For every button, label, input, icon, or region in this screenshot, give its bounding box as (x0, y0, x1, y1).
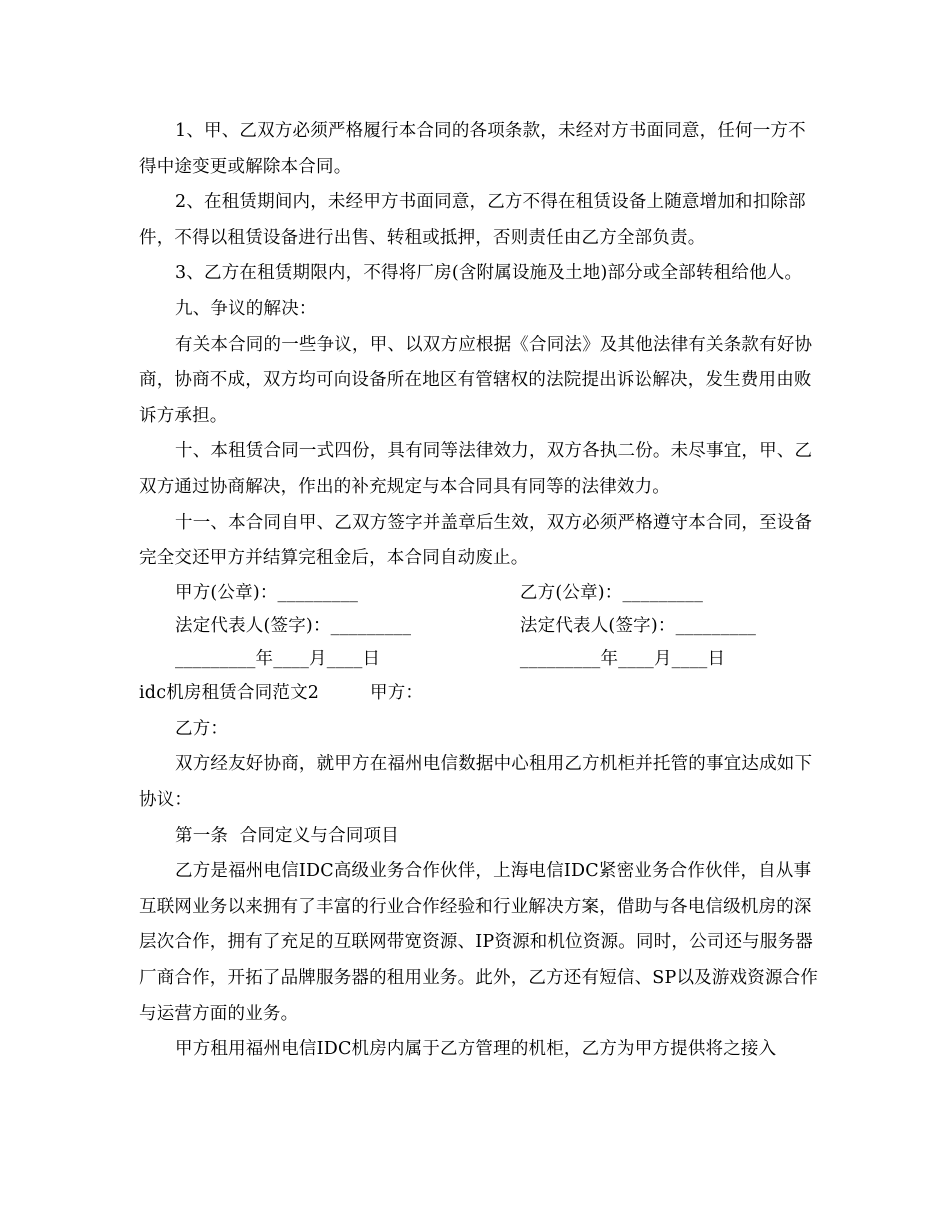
clause-2: 2、在租赁期间内，未经甲方书面同意，乙方不得在租赁设备上随意增加和扣除部件，不得以租赁设备进行出售、转租或抵押，否则责任由乙方全部负责。 (139, 192, 806, 248)
party-b-representative: 法定代表人(签字)：_________ (519, 615, 757, 636)
dispute-paragraph: 有关本合同的一些争议，甲、以双方应根据《合同法》及其他法律有关条款有好协商，协商不成，双方均可向设备所在地区有管辖权的法院提出诉讼解决，发生费用由败诉方承担。 (139, 334, 813, 426)
article-one-heading: 第一条 合同定义与合同项目 (175, 825, 399, 846)
party-a-seal: 甲方(公章)：_________ (175, 582, 359, 603)
section-dispute-heading: 九、争议的解决： (175, 298, 317, 319)
clause-1: 1、甲、乙双方必须严格履行本合同的各项条款，未经对方书面同意，任何一方不得中途变更或解除本合同。 (139, 121, 806, 177)
clause-3: 3、乙方在租赁期限内，不得将厂房(含附属设施及土地)部分或全部转租给他人。 (175, 263, 803, 284)
rental-description: 甲方租用福州电信IDC机房内属于乙方管理的机柜，乙方为甲方提供将之接入 (175, 1039, 777, 1060)
second-contract-title-row (139, 676, 819, 712)
signature-date-row (139, 643, 819, 676)
second-contract-title: idc机房租赁合同范文2 (139, 683, 320, 704)
second-contract-party-a: 甲方： (370, 683, 424, 704)
signature-seal-row (139, 577, 819, 610)
party-b-seal: 乙方(公章)：_________ (519, 582, 704, 603)
party-b-description: 乙方是福州电信IDC高级业务合作伙伴，上海电信IDC紧密业务合作伙伴，自从事互联网业务以来拥有了丰富的行业合作经验和行业解决方案，借助与各电信级机房的深层次合作，拥有了充足的互联网带宽资源、IP资源和机位资源。同时，公司还与服务器厂商合作，开拓了品牌服务器的租用业务。此外，乙方还有短信、SP以及游戏资源合作与运营方面的业务。 (139, 861, 819, 1024)
party-a-representative: 法定代表人(签字)：_________ (175, 615, 412, 636)
party-b-date: _________年____月____日 (519, 649, 726, 670)
signature-rep-row (139, 610, 819, 643)
document-body (139, 114, 819, 1068)
agreement-intro: 双方经友好协商，就甲方在福州电信数据中心租用乙方机柜并托管的事宜达成如下协议： (139, 754, 813, 811)
party-a-date: _________年____月____日 (175, 649, 381, 670)
section-ten-paragraph: 十、本租赁合同一式四份，具有同等法律效力，双方各执二份。未尽事宜，甲、乙双方通过协商解决，作出的补充规定与本合同具有同等的法律效力。 (139, 441, 813, 497)
second-contract-party-b: 乙方： (175, 718, 229, 739)
section-eleven-paragraph: 十一、本合同自甲、乙双方签字并盖章后生效，双方必须严格遵守本合同，至设备完全交还甲方并结算完租金后，本合同自动废止。 (139, 512, 813, 569)
